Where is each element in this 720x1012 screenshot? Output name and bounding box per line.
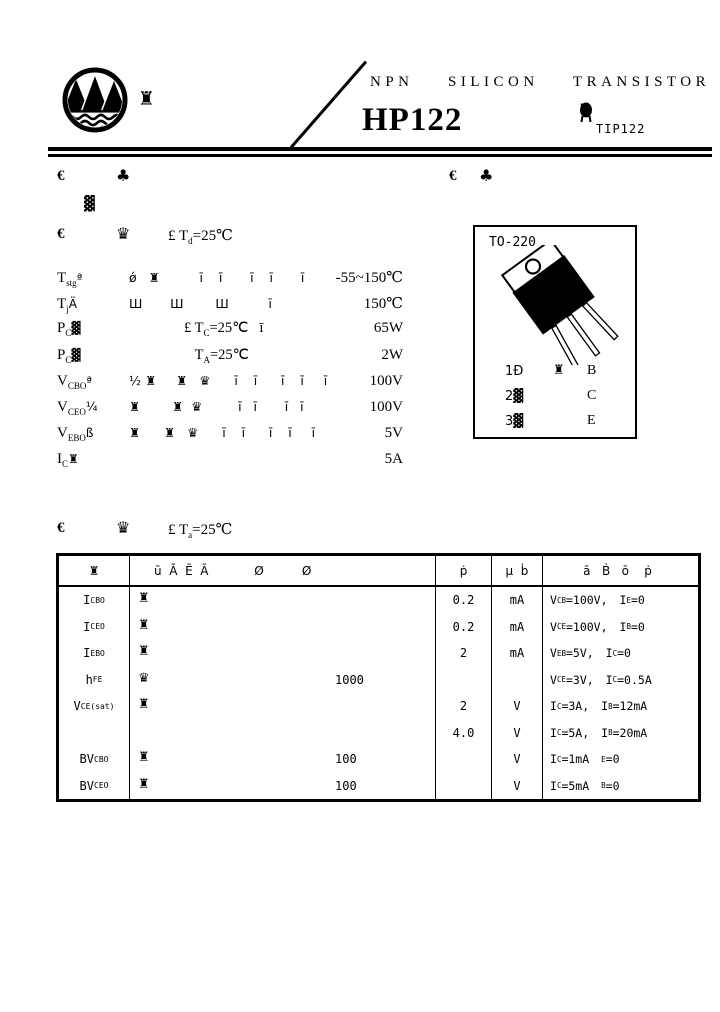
parameter-cell: [129, 746, 435, 773]
package-section-title-garbled: ♣: [479, 166, 494, 185]
parameter-cell: [129, 667, 435, 694]
conditions-cell: [542, 640, 692, 667]
rating-symbol-garble: ª: [76, 271, 83, 285]
rating-value: 100V: [369, 372, 403, 389]
rating-value: -55~150℃: [335, 270, 403, 286]
mid-sub: C: [203, 328, 210, 339]
cond2-sub: C: [612, 648, 618, 658]
min-value: 100: [335, 778, 357, 793]
cond2-sub: E: [626, 595, 631, 605]
header-parameter: ū Ā Ē Ā Ø Ø: [129, 556, 435, 585]
rating-symbol-main: V: [57, 398, 68, 415]
mid-pre: £ T: [184, 320, 204, 337]
symbol-cell: [59, 640, 129, 667]
rating-row: [57, 451, 403, 477]
header-unit: µ ḃ: [491, 556, 542, 585]
rating-value: 100V: [369, 398, 403, 415]
pin-letter: E: [587, 413, 596, 428]
rating-symbol: [57, 373, 129, 391]
cond2-post: =0: [630, 593, 645, 608]
table-row: [59, 640, 698, 667]
maximum-ratings-list: [57, 268, 403, 478]
max-value-cell: [435, 667, 491, 694]
parameter-garbled: ♛: [138, 670, 150, 686]
unit-cell: mA: [491, 614, 542, 641]
cond2-sub: E: [601, 754, 606, 764]
rating-symbol-main: T: [57, 270, 67, 286]
symbol-cell: [59, 667, 129, 694]
rating-row: [57, 294, 403, 320]
cond1-post: =100V,: [565, 593, 608, 608]
symbol-cell: [59, 746, 129, 773]
rating-symbol-main: P: [57, 320, 66, 337]
min-value: 1000: [335, 672, 364, 687]
cond1-post: =100V,: [565, 619, 608, 634]
rating-symbol-sub: j: [66, 304, 69, 315]
symbol-sub: CEO: [94, 781, 109, 791]
cond1-pre: I: [550, 778, 557, 793]
logo-garbled-character: ♜: [138, 88, 156, 110]
unit-cell: [491, 667, 542, 694]
rating-row: [57, 373, 403, 399]
max-value-cell: [435, 773, 491, 800]
rating-value: 5A: [384, 451, 403, 468]
rating-garbled-text: [129, 347, 381, 365]
cond1-post: =5V,: [565, 646, 594, 661]
parameter-cell: [129, 773, 435, 800]
rating-symbol: [57, 296, 129, 314]
conditions-cell: [542, 720, 692, 747]
conditions-cell: [542, 587, 692, 614]
symbol-cell: [59, 773, 129, 800]
rating-symbol: [57, 399, 129, 417]
rating-symbol-sub: CBO: [67, 380, 87, 391]
section3-title-garbled: ♛: [116, 518, 131, 537]
rating-symbol-main: T: [57, 296, 67, 313]
cond1-sub: C: [556, 728, 562, 738]
symbol-main: I: [83, 593, 91, 608]
max-value-cell: 0.2: [435, 614, 491, 641]
symbol-cell: [59, 720, 129, 747]
parameter-garbled: ♜: [138, 750, 150, 765]
rating-mid-condition: [184, 320, 264, 339]
cond1-pre: I: [550, 699, 557, 714]
rating-value: 2W: [381, 346, 403, 363]
section2-title-garbled: ♛: [116, 224, 131, 243]
symbol-main: BV: [79, 778, 94, 793]
symbol-sub: CBO: [90, 595, 105, 605]
parameter-garbled: ♜: [138, 591, 150, 606]
table-header-row: [59, 556, 698, 587]
rating-garbled-text: [129, 320, 374, 338]
pin-row: [505, 388, 615, 413]
parameter-garbled: ♜: [138, 617, 150, 633]
equivalent-part-label: TIP122: [596, 122, 646, 136]
max-value-cell: 2: [435, 693, 491, 720]
symbol-main: h: [85, 672, 93, 687]
rating-symbol-garble: ¼: [85, 399, 98, 414]
pin-row: [505, 413, 615, 438]
package-outline-box: [473, 225, 637, 439]
unit-cell: V: [491, 693, 542, 720]
cond1-sub: CE: [556, 622, 566, 632]
table-row: [59, 720, 698, 747]
cond2-post: =0: [605, 752, 620, 767]
cond1-pre: V: [550, 646, 557, 661]
company-logo-icon: [55, 66, 135, 136]
section3-condition: [168, 520, 232, 540]
table-row: [59, 614, 698, 641]
condition-post: =25℃: [192, 228, 233, 244]
cond1-post: =5A,: [561, 725, 590, 740]
rating-symbol-garble: ▓: [71, 347, 81, 362]
symbol-cell: [59, 693, 129, 720]
conditions-cell: [542, 614, 692, 641]
cond1-pre: I: [550, 725, 557, 740]
table-row: [59, 693, 698, 720]
unit-cell: V: [491, 773, 542, 800]
cond2-pre: I: [605, 672, 613, 687]
symbol-cell: [59, 614, 129, 641]
cond1-pre: I: [550, 752, 557, 767]
pin-assignment-list: [505, 363, 615, 438]
rating-value: 5V: [384, 425, 403, 442]
pin-number-garbled: 1Ð: [505, 364, 524, 379]
table-row: [59, 773, 698, 800]
rating-row: [57, 268, 403, 294]
rating-garbled-text: ǿ ♜ ī ī ī ī ī: [129, 270, 305, 285]
conditions-cell: [542, 693, 692, 720]
characteristics-table: [56, 553, 701, 802]
parameter-garbled: ♜: [138, 776, 150, 792]
cond2-post: =0: [605, 778, 620, 793]
parameter-cell: [129, 720, 435, 747]
rating-symbol-garble: ª: [86, 373, 93, 388]
section2-condition: [168, 226, 233, 246]
section2-bullet: €: [57, 226, 65, 242]
cond1-post: =1mA: [561, 752, 590, 767]
unit-cell: V: [491, 746, 542, 773]
max-value-cell: 2: [435, 640, 491, 667]
symbol-sub: CEO: [90, 622, 105, 632]
symbol-sub: FE: [92, 675, 103, 685]
cond2-post: =0.5A: [617, 672, 652, 687]
section1-bullet: €: [57, 168, 65, 184]
rating-symbol-garble: ▓: [71, 321, 81, 336]
rating-row: [57, 347, 403, 373]
product-line-title: NPN SILICON TRANSISTOR: [370, 74, 711, 90]
rating-garbled-text: Ш Ш Ш ī: [129, 296, 272, 312]
rating-value: 65W: [373, 320, 403, 337]
rating-row: [57, 320, 403, 346]
pin-mid-garbled: ♜: [553, 363, 565, 378]
cond2-pre: I: [601, 725, 609, 740]
rating-garbled-text: ½ ♜ ♜ ♛ ī ī ī ī ī: [129, 372, 328, 388]
mid-sub: A: [203, 354, 210, 365]
parameter-cell: [129, 693, 435, 720]
rating-symbol-main: V: [57, 372, 68, 389]
rating-symbol-sub: EBO: [67, 433, 86, 444]
small-transistor-icon: [577, 101, 595, 123]
symbol-main: V: [73, 699, 81, 714]
condition-pre: £ T: [168, 228, 189, 244]
symbol-sub: CBO: [94, 754, 109, 764]
cond1-post: =3V,: [565, 672, 594, 687]
package-section-bullet: €: [449, 168, 457, 184]
cond1-sub: EB: [556, 648, 566, 658]
header-rule-bottom: [48, 154, 712, 157]
max-value-cell: 4.0: [435, 720, 491, 747]
part-number-title: HP122: [362, 102, 463, 138]
rating-symbol-sub: stg: [66, 278, 77, 288]
cond2-post: =0: [617, 646, 631, 661]
symbol-main: I: [83, 646, 91, 661]
pin-letter: C: [587, 388, 597, 403]
rating-symbol-main: V: [57, 425, 68, 442]
mid-post: =25℃: [209, 346, 249, 363]
table-row: [59, 587, 698, 614]
rating-symbol-main: P: [57, 346, 66, 363]
unit-cell: V: [491, 720, 542, 747]
rating-symbol-main: I: [57, 451, 62, 468]
rating-symbol: [57, 347, 129, 365]
max-value-cell: 0.2: [435, 587, 491, 614]
section1-title-garbled: ♣: [116, 166, 131, 185]
cond2-sub: B: [608, 728, 613, 738]
rating-symbol-sub: CEO: [67, 406, 86, 417]
header-rule-top: [48, 147, 712, 151]
symbol-cell: [59, 587, 129, 614]
cond2-pre: I: [601, 699, 609, 714]
cond1-sub: CE: [556, 675, 566, 685]
pin-row: [505, 363, 615, 388]
cond2-pre: I: [605, 646, 613, 661]
cond2-post: =20mA: [612, 725, 648, 740]
parameter-cell: [129, 614, 435, 641]
symbol-main: BV: [79, 752, 94, 767]
section1-subline-garbled: ▓: [84, 196, 95, 212]
cond2-post: =0: [630, 619, 645, 634]
symbol-sub: CE(sat): [80, 701, 115, 711]
cond2-sub: B: [608, 701, 613, 711]
cond1-sub: C: [556, 781, 562, 791]
rating-row: [57, 399, 403, 425]
pin-number-garbled: 3▓: [505, 414, 524, 429]
diagonal-divider-line: [290, 61, 367, 149]
cond1-pre: V: [550, 672, 557, 687]
cond2-pre: I: [619, 593, 627, 608]
parameter-cell: [129, 587, 435, 614]
rating-symbol: [57, 320, 129, 338]
rating-symbol: [57, 451, 129, 469]
cond1-pre: V: [550, 593, 557, 608]
cond2-sub: C: [612, 675, 618, 685]
condition-sub: d: [188, 236, 193, 246]
unit-cell: mA: [491, 640, 542, 667]
rating-garbled-text: ♜ ♜ ♛ ī ī ī ī ī: [129, 425, 316, 441]
mid-post: =25℃ ī: [209, 320, 264, 337]
header-symbol: ♜: [88, 563, 100, 578]
condition-pre: £ T: [168, 522, 189, 538]
symbol-sub: EBO: [90, 648, 105, 658]
cond1-sub: CB: [556, 595, 566, 605]
cond1-pre: V: [550, 619, 557, 634]
rating-symbol: [57, 270, 129, 288]
cond1-post: =3A,: [561, 699, 590, 714]
pin-number-garbled: 2▓: [505, 389, 524, 404]
cond2-post: =12mA: [612, 699, 648, 714]
rating-symbol: [57, 425, 129, 443]
table-body: [59, 587, 698, 799]
rating-mid-condition: [184, 347, 249, 363]
conditions-cell: [542, 773, 692, 800]
cond2-pre: I: [619, 619, 627, 634]
cond1-post: =5mA: [561, 778, 590, 793]
condition-post: =25℃: [192, 522, 233, 538]
parameter-garbled: ♜: [138, 644, 150, 659]
pin-letter: B: [587, 363, 597, 378]
condition-sub: a: [188, 530, 193, 540]
package-name-label: TO-220: [489, 235, 536, 250]
table-row: [59, 667, 698, 694]
cond2-sub: B: [626, 622, 631, 632]
rating-symbol-garble: Ä: [68, 297, 77, 312]
rating-value: 150℃: [363, 296, 403, 313]
rating-row: [57, 425, 403, 451]
conditions-cell: [542, 746, 692, 773]
cond1-sub: C: [556, 754, 562, 764]
parameter-garbled: ♜: [138, 697, 150, 712]
section3-bullet: €: [57, 520, 65, 536]
mid-pre: T: [184, 346, 204, 363]
rating-symbol-garble: ♜: [68, 452, 79, 467]
cond1-sub: C: [556, 701, 562, 711]
header-max: ṗ: [435, 556, 491, 585]
rating-garbled-text: ♜ ♜ ♛ ī ī ī ī: [129, 398, 304, 414]
table-row: [59, 746, 698, 773]
rating-symbol-garble: ß: [85, 426, 94, 441]
symbol-main: I: [83, 619, 91, 634]
conditions-cell: [542, 667, 692, 694]
max-value-cell: [435, 746, 491, 773]
min-value: 100: [335, 752, 357, 766]
parameter-cell: [129, 640, 435, 667]
rating-symbol-sub: C: [65, 354, 72, 365]
rating-symbol-sub: C: [65, 328, 72, 339]
unit-cell: mA: [491, 587, 542, 614]
header-conditions: ā Ḃ ō ṗ: [542, 556, 692, 585]
rating-symbol-sub: C: [62, 459, 69, 470]
to220-package-drawing: [483, 245, 628, 365]
cond2-sub: B: [601, 781, 606, 791]
